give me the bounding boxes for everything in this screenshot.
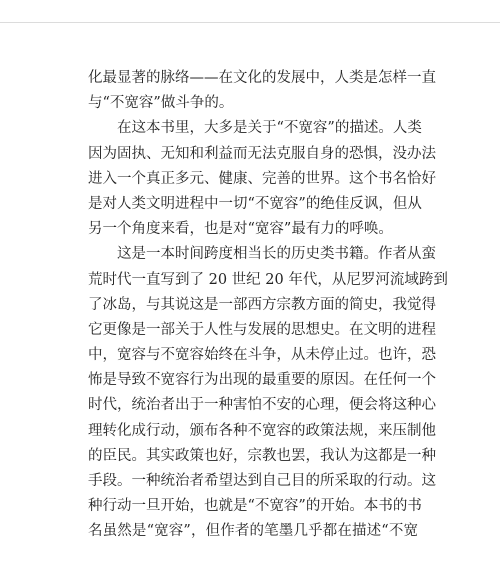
text-line: 与“不宽容”做斗争的。 (88, 95, 234, 112)
text-line: 了冰岛，与其说这是一部西方宗教方面的简史，我觉得 (88, 296, 436, 313)
text-line: 理转化成行动，颁布各种不宽容的政策法规，来压制他 (88, 422, 436, 439)
text-line: 的臣民。其实政策也好，宗教也罢，我认为这都是一种 (88, 447, 436, 464)
text-line: 化最显著的脉络——在文化的发展中，人类是怎样一直 (88, 70, 436, 86)
text-line: 在这本书里，大多是关于“不宽容”的描述。人类 (117, 120, 422, 137)
text-line: 怖是导致不宽容行为出现的最重要的原因。在任何一个 (88, 372, 436, 389)
text-line: 另一个角度来看，也是对“宽容”最有力的呼唤。 (88, 221, 393, 238)
text-line: 种行动一旦开始，也就是“不宽容”的开始。本书的书 (88, 498, 422, 515)
text-line: 中，宽容与不宽容始终在斗争，从未停止过。也许，恐 (88, 347, 436, 364)
text-line: 因为固执、无知和利益而无法克服自身的恐惧，没办法 (88, 145, 436, 162)
body-text (88, 66, 448, 545)
text-line: 它更像是一部关于人性与发展的思想史。在文明的进程 (88, 321, 436, 338)
text-line: 是对人类文明进程中一切“不宽容”的绝佳反讽，但从 (88, 195, 422, 212)
top-divider (0, 22, 500, 23)
paragraph-2 (88, 116, 436, 242)
text-line: 进入一个真正多元、健康、完善的世界。这个书名恰好 (88, 170, 436, 187)
paragraph-1 (88, 66, 436, 116)
paragraph-3 (88, 242, 448, 544)
text-line: 这是一本时间跨度相当长的历史类书籍。作者从蛮 (117, 246, 436, 263)
text-line: 名虽然是“宽容”，但作者的笔墨几乎都在描述“不宽 (88, 523, 418, 540)
text-line: 荒时代一直写到了 20 世纪 20 年代，从尼罗河流域跨到 (88, 271, 448, 288)
text-line: 时代，统治者出于一种害怕不安的心理，便会将这种心 (88, 397, 436, 414)
text-line: 手段。一种统治者希望达到自己目的所采取的行动。这 (88, 473, 436, 489)
